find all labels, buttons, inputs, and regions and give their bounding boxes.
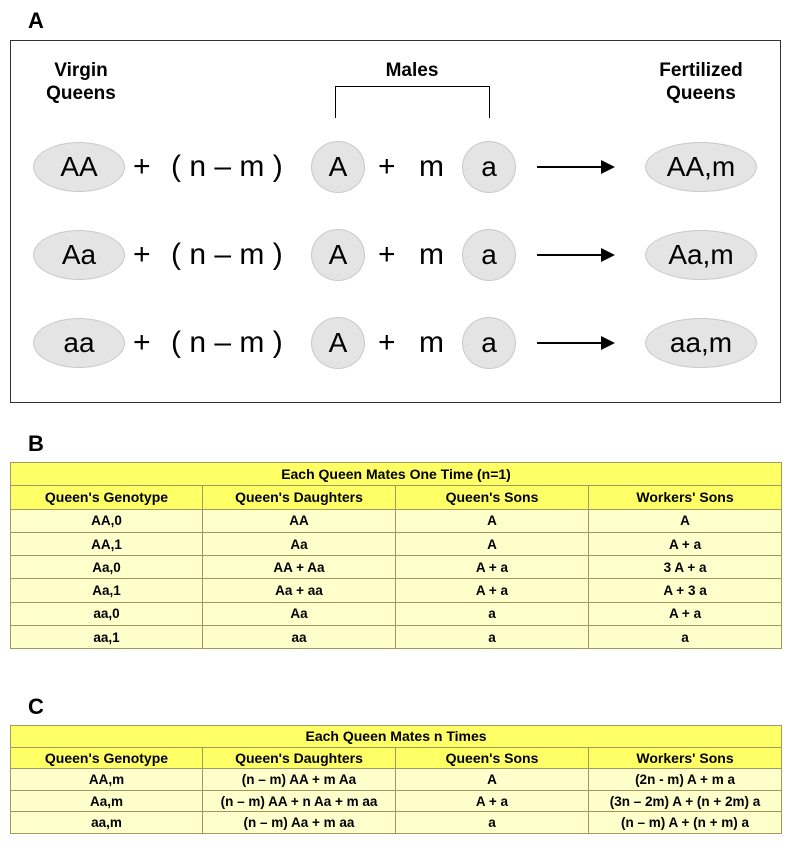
coefficient-m: m [419, 326, 444, 359]
fertilized-queen-oval: Aa,m [645, 230, 757, 280]
table-cell: Aa + aa [203, 579, 396, 602]
table-cell: A [396, 509, 589, 532]
coefficient-n-minus-m: ( n – m ) [171, 238, 283, 271]
coefficient-m: m [419, 150, 444, 183]
panel-b-label: B [28, 431, 44, 456]
table-cell: AA,0 [11, 509, 203, 532]
table-cell: Aa [203, 532, 396, 555]
table-cell: A + a [396, 790, 589, 812]
table-row [11, 556, 782, 579]
fertilized-queens-header-line1: Fertilized [659, 60, 743, 81]
column-header: Workers' Sons [589, 486, 782, 509]
plus-sign: + [378, 326, 396, 359]
table-cell: aa,1 [11, 626, 203, 649]
fertilized-queens-header-line2: Queens [666, 83, 736, 104]
arrow [537, 342, 611, 344]
male-oval-a: a [462, 141, 516, 193]
table-cell: aa [203, 626, 396, 649]
fertilized-queen-oval: aa,m [645, 318, 757, 368]
male-oval-A: A [311, 317, 365, 369]
table-row [11, 579, 782, 602]
cross-row [11, 142, 780, 194]
table-row [11, 509, 782, 532]
males-bracket [335, 86, 490, 118]
virgin-queen-oval: aa [33, 318, 125, 368]
coefficient-n-minus-m: ( n – m ) [171, 326, 283, 359]
table-row [11, 626, 782, 649]
virgin-queens-header [31, 59, 131, 105]
column-header: Queen's Genotype [11, 747, 203, 769]
virgin-queens-header-line2: Queens [46, 83, 116, 104]
table-row [11, 812, 782, 834]
table-cell: Aa,1 [11, 579, 203, 602]
table-cell: A + a [396, 579, 589, 602]
coefficient-m: m [419, 238, 444, 271]
plus-sign: + [378, 150, 396, 183]
table-cell: aa,0 [11, 602, 203, 625]
virgin-queen-oval: AA [33, 142, 125, 192]
plus-sign: + [133, 150, 151, 183]
plus-sign: + [133, 326, 151, 359]
table-cell: (n – m) AA + m Aa [203, 769, 396, 791]
table-cell: A + a [589, 532, 782, 555]
panel-c-label: C [28, 694, 44, 719]
table-cell: A [396, 769, 589, 791]
table-cell: A + 3 a [589, 579, 782, 602]
column-header: Queen's Genotype [11, 486, 203, 509]
table-cell: AA + Aa [203, 556, 396, 579]
table-row [11, 532, 782, 555]
table-cell: A [396, 532, 589, 555]
table-cell: A [589, 509, 782, 532]
coefficient-n-minus-m: ( n – m ) [171, 150, 283, 183]
table-cell: Aa,m [11, 790, 203, 812]
table-cell: Aa [203, 602, 396, 625]
arrow [537, 166, 611, 168]
table-cell: (n – m) Aa + m aa [203, 812, 396, 834]
table-mates-one-time [10, 462, 782, 649]
table-cell: a [396, 602, 589, 625]
virgin-queen-oval: Aa [33, 230, 125, 280]
table-cell: a [396, 812, 589, 834]
table-title: Each Queen Mates One Time (n=1) [11, 463, 782, 486]
table-cell: (3n – 2m) A + (n + 2m) a [589, 790, 782, 812]
arrow [537, 254, 611, 256]
table-cell: aa,m [11, 812, 203, 834]
virgin-queens-header-line1: Virgin [54, 60, 108, 81]
plus-sign: + [133, 238, 151, 271]
table-cell: Aa,0 [11, 556, 203, 579]
males-header: Males [385, 60, 439, 81]
male-oval-a: a [462, 229, 516, 281]
panel-a-label: A [28, 8, 44, 33]
table-cell: A + a [589, 602, 782, 625]
table-cell: 3 A + a [589, 556, 782, 579]
table-title: Each Queen Mates n Times [11, 726, 782, 748]
table-cell: AA,1 [11, 532, 203, 555]
male-oval-a: a [462, 317, 516, 369]
fertilized-queens-header [636, 59, 766, 105]
cross-row [11, 318, 780, 370]
male-oval-A: A [311, 141, 365, 193]
table-cell: a [589, 626, 782, 649]
plus-sign: + [378, 238, 396, 271]
table-mates-n-times [10, 725, 782, 834]
column-header: Queen's Sons [396, 486, 589, 509]
fertilized-queen-oval: AA,m [645, 142, 757, 192]
table-row [11, 769, 782, 791]
table-cell: (n – m) AA + n Aa + m aa [203, 790, 396, 812]
column-header: Queen's Daughters [203, 747, 396, 769]
table-cell: (2n - m) A + m a [589, 769, 782, 791]
column-header: Workers' Sons [589, 747, 782, 769]
panel-a-diagram [10, 40, 781, 403]
table-cell: A + a [396, 556, 589, 579]
table-cell: AA [203, 509, 396, 532]
male-oval-A: A [311, 229, 365, 281]
table-cell: (n – m) A + (n + m) a [589, 812, 782, 834]
table-row [11, 602, 782, 625]
table-cell: AA,m [11, 769, 203, 791]
table-cell: a [396, 626, 589, 649]
column-header: Queen's Sons [396, 747, 589, 769]
cross-row [11, 230, 780, 282]
column-header: Queen's Daughters [203, 486, 396, 509]
table-row [11, 790, 782, 812]
